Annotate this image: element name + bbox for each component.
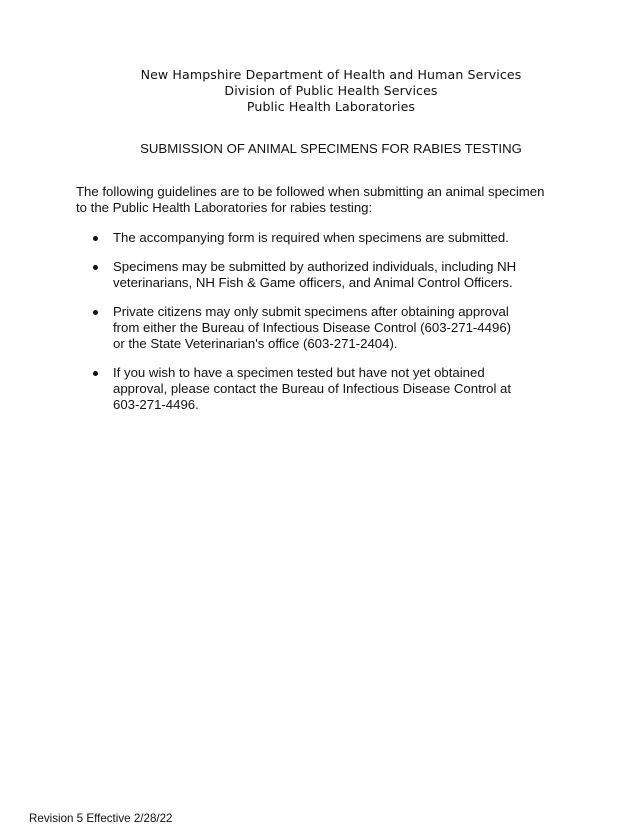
list-item	[113, 365, 533, 413]
bullet-icon	[93, 310, 98, 315]
division-name: Division of Public Health Services	[224, 83, 438, 98]
laboratory-name: Public Health Laboratories	[246, 99, 416, 114]
department-name: New Hampshire Department of Health and Human Services	[140, 67, 522, 82]
revision-footer: Revision 5 Effective 2/28/22	[29, 812, 173, 825]
bullet-icon	[93, 265, 98, 270]
list-item	[113, 259, 533, 291]
guideline-line: 603-271-4496.	[113, 397, 199, 412]
guideline-line: approval, please contact the Bureau of Infectious Disease Control at	[113, 381, 512, 396]
guideline-line: veterinarians, NH Fish & Game officers, and Animal Control Officers.	[113, 275, 513, 290]
guideline-line: Private citizens may only submit specimens after obtaining approval	[113, 304, 509, 319]
guideline-line: or the State Veterinarian's office (603-271-2404).	[113, 336, 398, 351]
intro-line: The following guidelines are to be followed when submitting an animal specimen	[76, 184, 545, 199]
intro-line: to the Public Health Laboratories for rabies testing:	[76, 200, 373, 215]
bullet-icon	[93, 236, 98, 241]
intro-paragraph	[76, 184, 546, 216]
guidelines-list	[113, 230, 533, 426]
bullet-icon	[93, 371, 98, 376]
guideline-line: If you wish to have a specimen tested but have not yet obtained	[113, 365, 485, 380]
document-header	[0, 67, 640, 115]
document-title: SUBMISSION OF ANIMAL SPECIMENS FOR RABIES TESTING	[140, 141, 522, 156]
guideline-line: The accompanying form is required when specimens are submitted.	[113, 230, 509, 245]
guideline-line: Specimens may be submitted by authorized individuals, including NH	[113, 259, 517, 274]
list-item	[113, 230, 533, 246]
guideline-line: from either the Bureau of Infectious Disease Control (603-271-4496)	[113, 320, 512, 335]
list-item	[113, 304, 533, 352]
